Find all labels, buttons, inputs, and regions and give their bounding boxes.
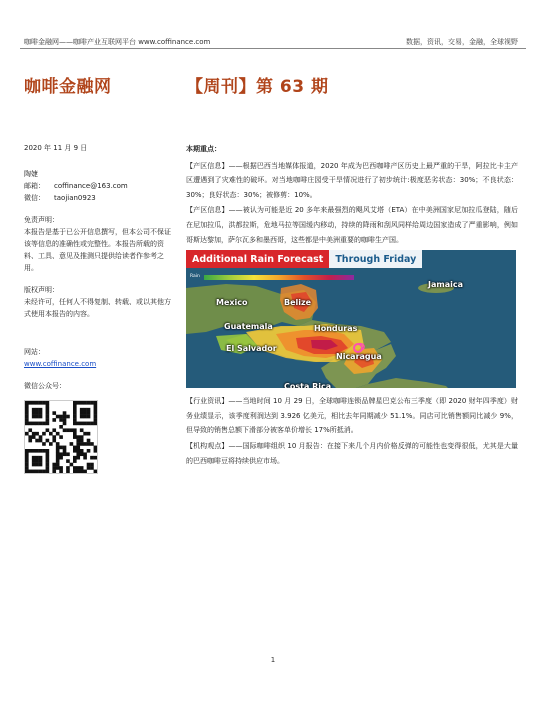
map-label-honduras: Honduras: [314, 324, 358, 334]
news-text: ——根据巴西当地媒体报道，2020 年成为巴西咖啡产区历史上最严重的干旱，阿拉比卡主产区遭遇到了灾难性的破坏。对当地咖啡庄园受干旱情况进行了初步统计:极度恶劣状态：30%；不良状态：30%；良好状态：30%；被修剪：10%。: [186, 161, 519, 199]
copyright-text: 未经许可，任何人不得复制、转载、或以其他方式使用本报告的内容。: [24, 298, 171, 318]
map-label-nicaragua: Nicaragua: [336, 352, 382, 362]
map-label-mexico: Mexico: [216, 298, 248, 308]
map-label-costa-rica: Costa Rica: [284, 382, 332, 389]
map-banner-main: Additional Rain Forecast: [186, 250, 329, 268]
map-label-jamaica: Jamaica: [428, 280, 463, 290]
wechat-row: [24, 192, 174, 204]
main-content: [186, 142, 518, 469]
brand-title: 咖啡金融网: [24, 77, 112, 97]
sidebar: [24, 142, 174, 474]
wechat-public-label: 微信公众号：: [24, 382, 66, 390]
news-tag: 【产区信息】: [186, 161, 229, 170]
qr-code: [24, 400, 98, 474]
rain-forecast-map: [186, 250, 516, 388]
news-text: ——国际咖啡组织 10 月报告：在接下来几个月内价格反弹的可能性也变得很低，尤其是大量的巴西咖啡豆将持续供应市场。: [186, 441, 519, 465]
news-item: [186, 439, 518, 468]
map-legend: [190, 270, 354, 285]
wechat-value: taojian0923: [54, 194, 96, 202]
website-link[interactable]: www.coffinance.com: [24, 360, 97, 368]
disclaimer-text: 本报告是基于已公开信息撰写，但本公司不保证该等信息的准确性或完整性。本报告所载的资料、工具、意见及推测只提供给读者作参考之用。: [24, 228, 171, 272]
header-left-text: 咖啡金融网——咖啡产业互联网平台 www.coffinance.com: [24, 38, 211, 46]
news-item: [186, 394, 518, 438]
issue-date: 2020 年 11 月 9 日: [24, 144, 88, 152]
email-value[interactable]: coffinance@163.com: [54, 182, 128, 190]
map-label-el-salvador: El Salvador: [226, 344, 277, 354]
news-tag: 【行业资讯】: [186, 397, 229, 406]
news-text: ——当地时间 10 月 29 日，全球咖啡连锁品牌星巴克公布三季度（即 2020 财年四季度）财务业绩显示，该季度利润达到 3.926 亿美元，相比去年同期减少 51.1%。同店可比销售额同比减少 9%，但导致的销售总额下滑部分被客单价增长 17%所抵消。: [186, 397, 519, 435]
wechat-label: 微信：: [24, 194, 45, 202]
news-text: ——被认为可能是近 20 多年来最强烈的飓风艾塔（ETA）在中美洲国家尼加拉瓜登陆，随后在尼加拉瓜，洪都拉斯，危地马拉等国缓内移动，持续的降雨和刮风同样给周边国家造成了严重影响，例如哥斯达黎加，萨尔瓦多和墨西哥，这些都是中美洲重要的咖啡生产国。: [186, 206, 518, 244]
news-tag: 【机构观点】: [186, 441, 229, 450]
news-item: [186, 159, 518, 203]
editor-name: 陶婕: [24, 170, 38, 178]
map-label-belize: Belize: [284, 298, 312, 308]
map-legend-label: Rain: [190, 274, 200, 280]
news-tag: 【产区信息】: [186, 206, 229, 215]
copyright-title: 版权声明：: [24, 286, 59, 294]
news-item: [186, 203, 518, 247]
header-divider: [20, 48, 526, 49]
map-banner-sub: Through Friday: [329, 250, 422, 268]
header-right-text: 数据，资讯，交易，金融，全球视野: [406, 38, 518, 46]
highlights-title: 本期重点：: [186, 145, 221, 153]
map-label-guatemala: Guatemala: [224, 322, 273, 332]
disclaimer-title: 免责声明：: [24, 216, 59, 224]
map-banner: [186, 250, 422, 268]
issue-title: 【周刊】第 63 期: [186, 77, 329, 97]
email-label: 邮箱：: [24, 182, 45, 190]
page-number: 1: [270, 656, 276, 664]
email-row: [24, 180, 174, 192]
rain-scale-bar: [204, 275, 354, 280]
website-label: 网站：: [24, 348, 45, 356]
